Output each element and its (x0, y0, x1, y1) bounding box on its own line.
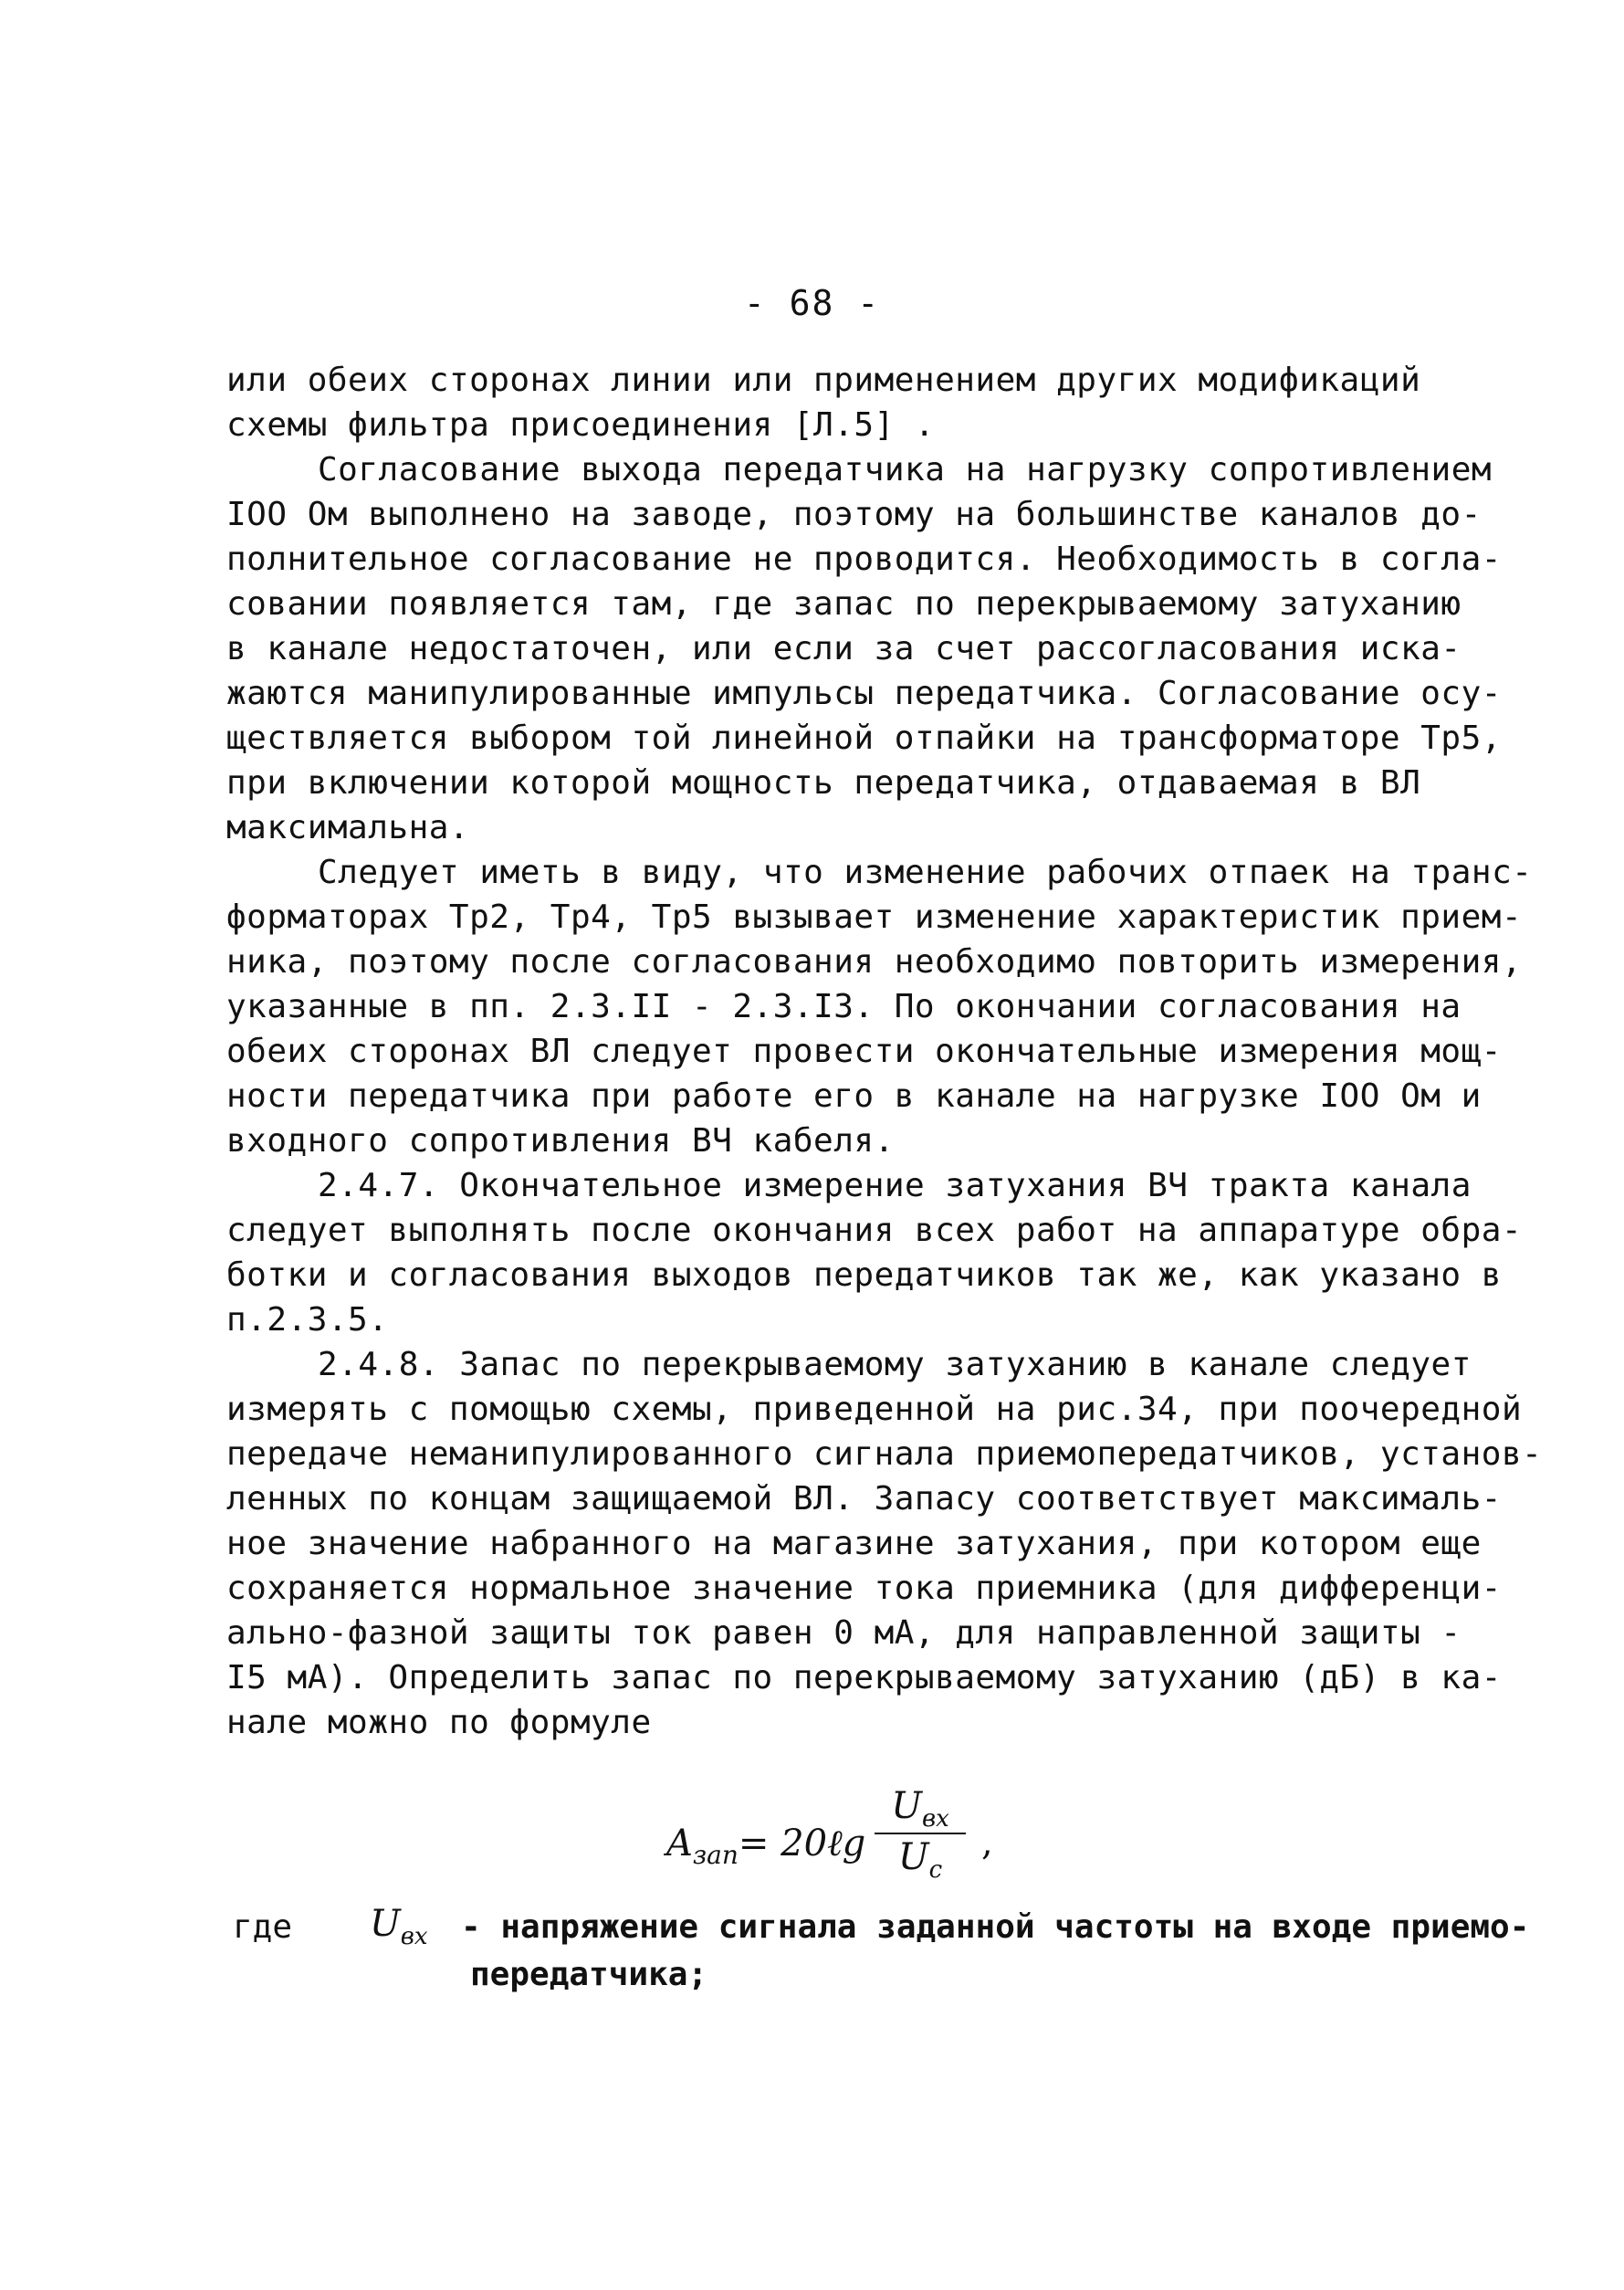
text-line: указанные в пп. 2.3.II - 2.3.I3. По окончании согласования на (226, 988, 1462, 1025)
text-line: 2.4.7. Окончательное измерение затухания ВЧ тракта канала (318, 1167, 1472, 1204)
text-line: следует выполнять после окончания всех работ на аппаратуре обра- (226, 1212, 1523, 1249)
text-line: Следует иметь в виду, что изменение рабочих отпаек на транс- (318, 854, 1533, 891)
formula (666, 1785, 1032, 1895)
text-line: I5 мА). Определить запас по перекрываемому затуханию (дБ) в ка- (226, 1659, 1502, 1696)
text-line: п.2.3.5. (226, 1301, 389, 1339)
text-line: передаче неманипулированного сигнала приемопередатчиков, установ- (226, 1435, 1543, 1473)
text-line: ности передатчика при работе его в канале на нагрузке IOO Ом и (226, 1077, 1482, 1115)
text-line: совании появляется там, где запас по перекрываемому затуханию (226, 585, 1462, 623)
text-line: схемы фильтра присоединения [Л.5] . (226, 406, 936, 444)
text-line: при включении которой мощность передатчика, отдаваемая в ВЛ (226, 764, 1421, 802)
text-line: ное значение набранного на магазине затухания, при котором еще (226, 1525, 1482, 1562)
page-number: - 68 - (743, 283, 881, 323)
text-line: ленных по концам защищаемой ВЛ. Запасу соответствует максималь- (226, 1480, 1502, 1518)
formula-denominator-symbol: U (897, 1836, 929, 1878)
text-line: 2.4.8. Запас по перекрываемому затуханию в канале следует (318, 1346, 1472, 1383)
formula-trailing: , (981, 1822, 993, 1864)
legend-symbol-subscript: вх (400, 1923, 428, 1950)
legend-where: где (233, 1908, 293, 1946)
text-line: в канале недостаточен, или если за счет рассогласования иска- (226, 630, 1462, 667)
text-line: Согласование выхода передатчика на нагрузку сопротивлением (318, 451, 1493, 488)
text-line: жаются манипулированные импульсы передатчика. Согласование осу- (226, 675, 1502, 712)
formula-denominator-subscript: c (928, 1856, 943, 1884)
text-line: сохраняется нормальное значение тока приемника (для дифференци- (226, 1570, 1502, 1607)
text-line: ществляется выбором той линейной отпайки на трансформаторе Тр5, (226, 720, 1502, 757)
fraction-bar (875, 1833, 966, 1834)
formula-operator: = 20ℓg (738, 1823, 866, 1865)
text-line: IOO Ом выполнено на заводе, поэтому на большинстве каналов до- (226, 496, 1482, 533)
formula-fraction (875, 1785, 966, 1884)
text-line: обеих сторонах ВЛ следует провести окончательные измерения мощ- (226, 1033, 1502, 1070)
legend-definition-line-1: - напряжение сигнала заданной частоты на входе приемо- (461, 1908, 1530, 1946)
text-line: входного сопротивления ВЧ кабеля. (226, 1122, 895, 1160)
text-line: форматорах Тр2, Тр4, Тр5 вызывает изменение характеристик прием- (226, 898, 1523, 936)
text-line: полнительное согласование не проводится. Необходимость в согла- (226, 541, 1502, 578)
text-line: ботки и согласования выходов передатчиков так же, как указано в (226, 1256, 1502, 1294)
text-line: ально-фазной защиты ток равен 0 мА, для направленной защиты - (226, 1614, 1462, 1652)
formula-lhs-symbol: A (666, 1823, 693, 1865)
text-line: максимальна. (226, 809, 470, 846)
formula-numerator-subscript: вх (921, 1805, 949, 1833)
body-text (226, 358, 1543, 1745)
text-line: ника, поэтому после согласования необходимо повторить измерения, (226, 943, 1523, 981)
legend-definition-line-2: передатчика; (470, 1956, 708, 1993)
legend-symbol (370, 1900, 428, 1960)
formula-lhs-subscript: зап (692, 1840, 739, 1870)
formula-numerator-symbol: U (891, 1785, 922, 1827)
text-line: или обеих сторонах линии или применением других модификаций (226, 362, 1421, 399)
text-line: измерять с помощью схемы, приведенной на рис.34, при поочередной (226, 1391, 1523, 1428)
formula-lhs (666, 1822, 865, 1870)
formula-numerator (875, 1785, 966, 1833)
text-line: нале можно по формуле (226, 1704, 652, 1741)
legend-symbol-letter: U (370, 1903, 401, 1945)
formula-denominator (875, 1836, 966, 1884)
